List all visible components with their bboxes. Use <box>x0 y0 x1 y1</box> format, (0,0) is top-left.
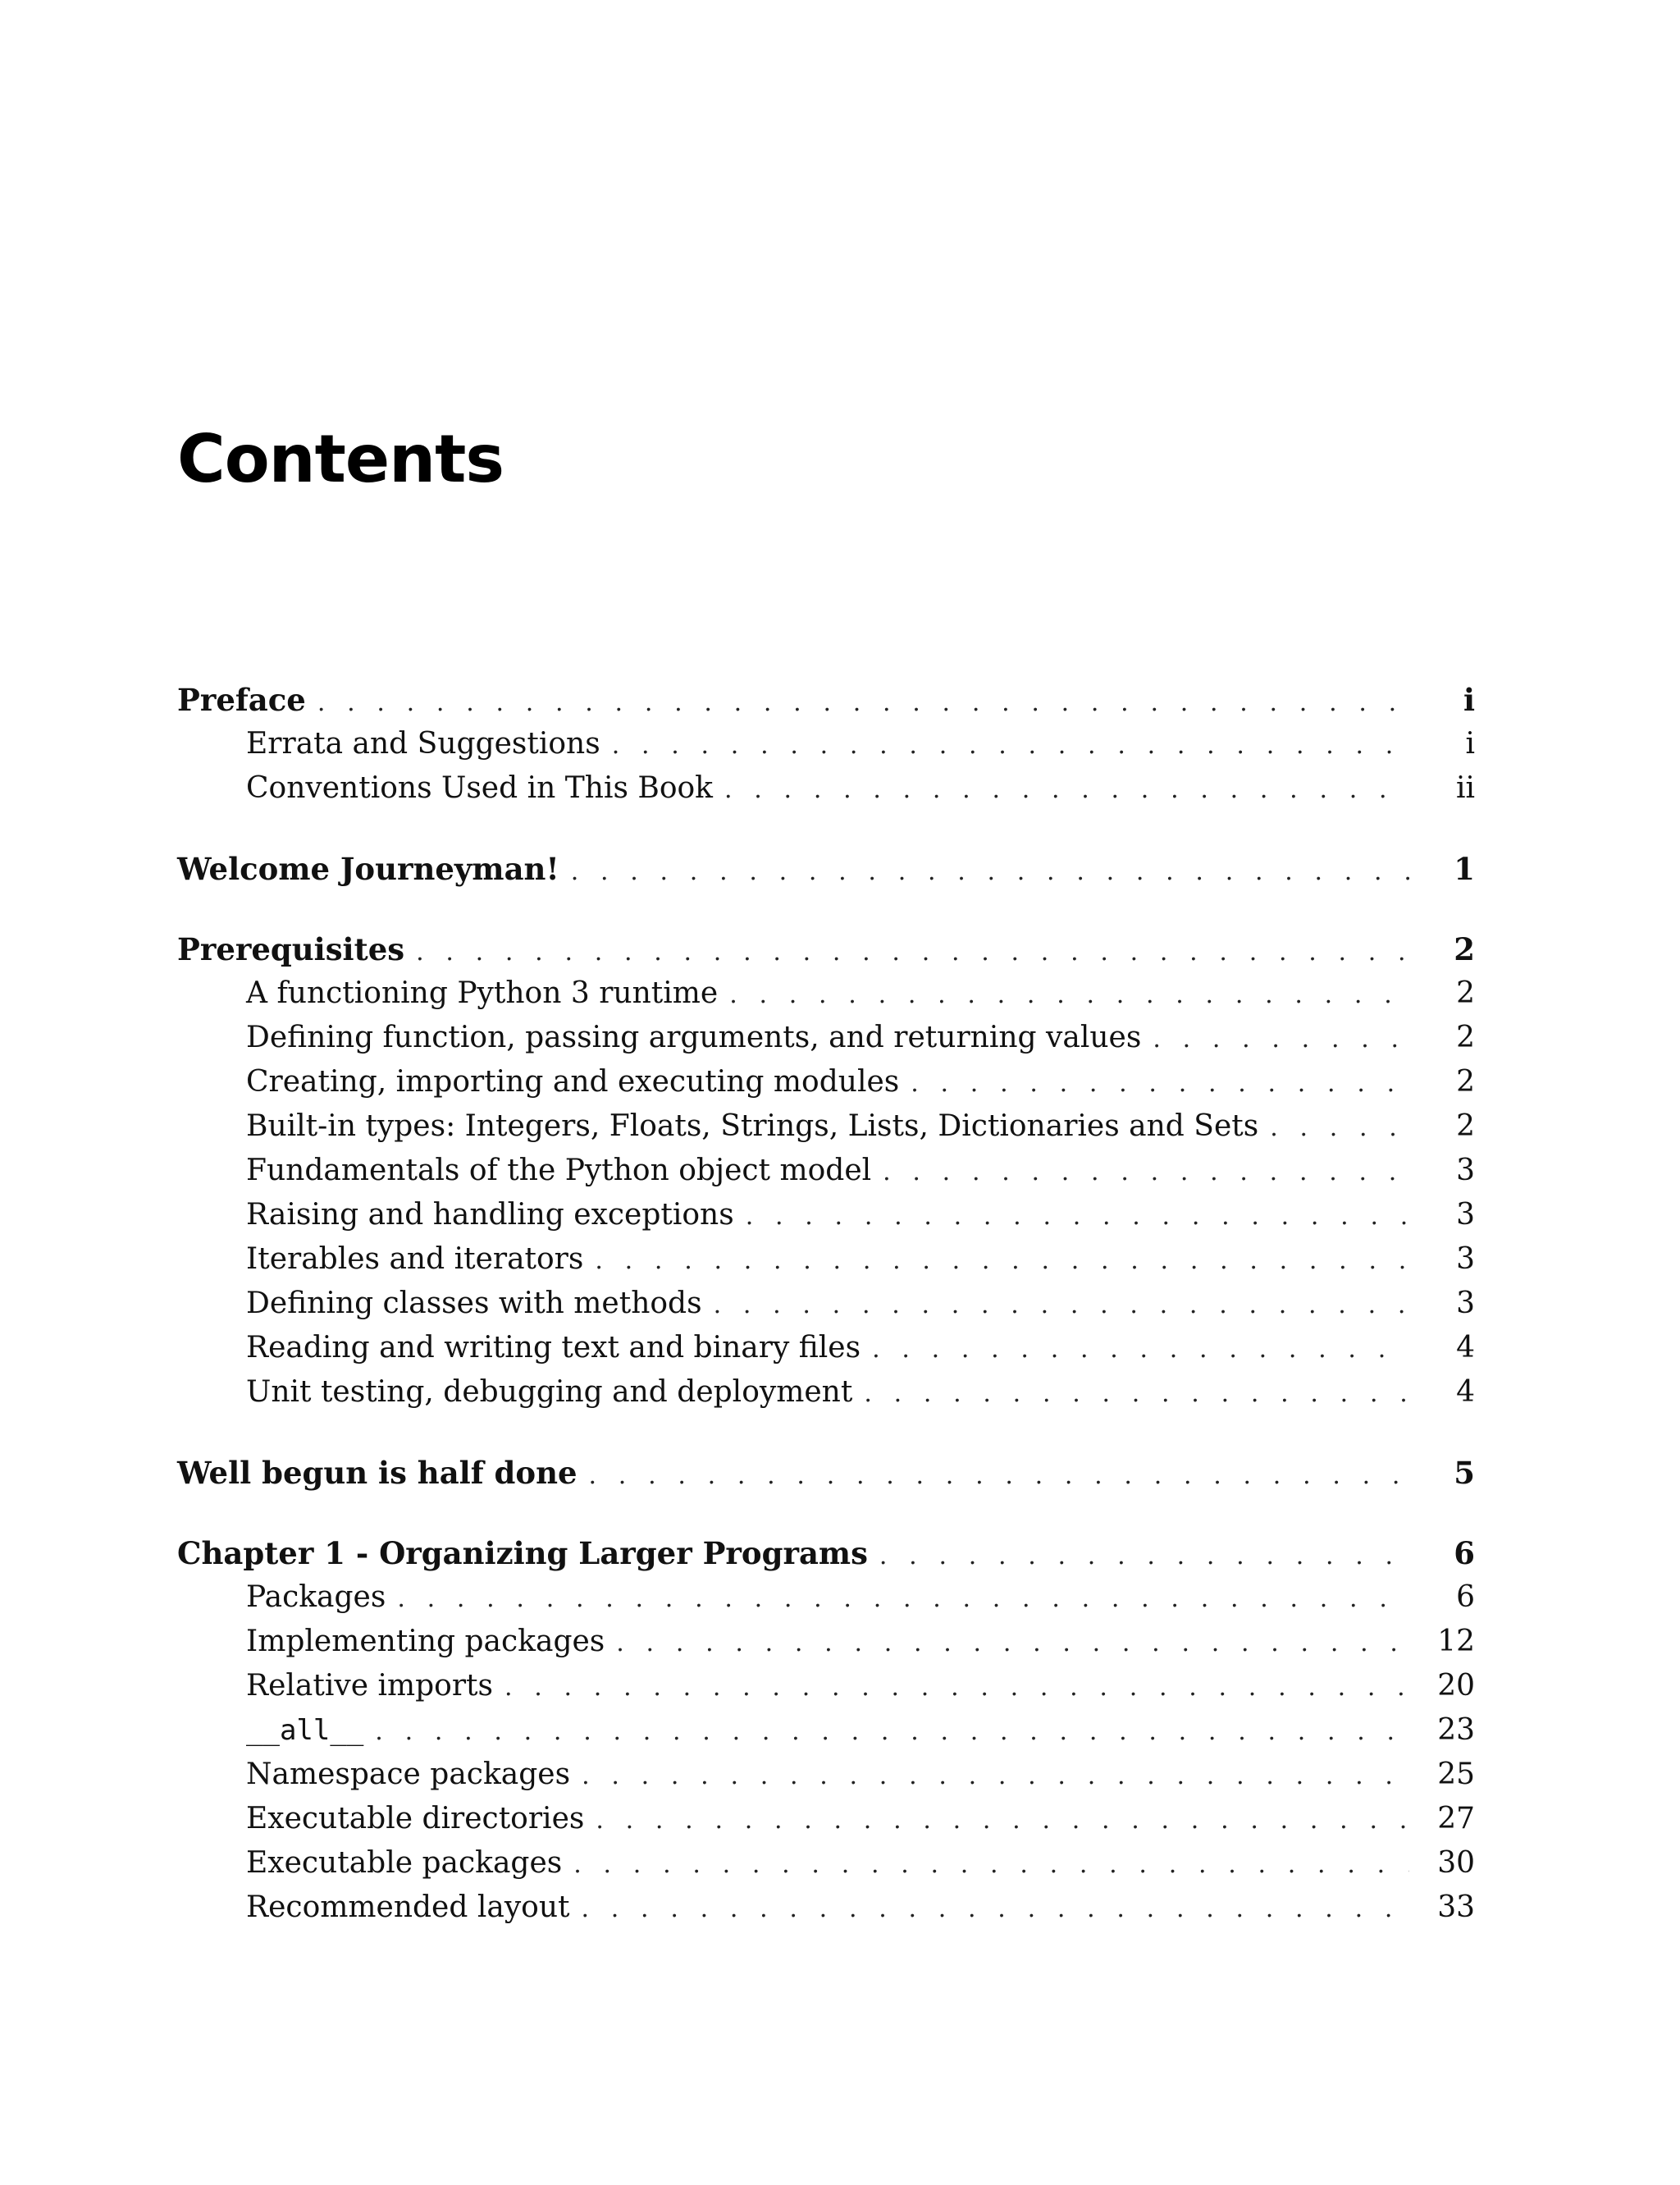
toc-entry-packages[interactable] <box>177 1575 1475 1620</box>
dot-leader <box>746 1195 1409 1239</box>
dot-leader <box>714 1283 1409 1328</box>
dot-leader <box>883 1150 1409 1195</box>
toc-section-prerequisites <box>177 927 1475 1415</box>
toc-section-well-begun <box>177 1451 1475 1495</box>
toc-entry-page: 4 <box>1456 1331 1475 1364</box>
toc-entry-title: Errata and Suggestions <box>246 727 600 761</box>
dot-leader <box>573 1843 1409 1887</box>
toc-entry-page: 2 <box>1456 1109 1475 1143</box>
toc-entry-page: 3 <box>1456 1154 1475 1187</box>
dot-leader <box>582 1754 1409 1799</box>
toc-entry-title: A functioning Python 3 runtime <box>246 976 719 1010</box>
toc-entry-title: Relative imports <box>246 1669 493 1703</box>
toc-entry-page: 33 <box>1437 1890 1475 1924</box>
dot-leader <box>872 1328 1409 1372</box>
toc-entry-page: 23 <box>1437 1713 1475 1747</box>
dot-leader <box>397 1577 1409 1621</box>
toc-entry-errata-and-suggestions[interactable] <box>177 722 1475 766</box>
toc-entry-classes[interactable] <box>177 1282 1475 1326</box>
toc-section-preface <box>177 678 1475 811</box>
dot-leader <box>616 1621 1409 1666</box>
toc-entry-built-in-types[interactable] <box>177 1104 1475 1149</box>
dot-leader <box>911 1062 1409 1106</box>
toc-entry-object-model[interactable] <box>177 1149 1475 1193</box>
toc-section-welcome <box>177 847 1475 891</box>
toc-entry-title: Prerequisites <box>177 931 405 967</box>
toc-entry-preface[interactable] <box>177 678 1475 722</box>
toc-entry-prerequisites[interactable] <box>177 927 1475 971</box>
toc-section-chapter-1 <box>177 1531 1475 1930</box>
toc-entry-title: Packages <box>246 1580 386 1614</box>
dot-leader <box>595 1239 1409 1283</box>
toc-entry-page: 30 <box>1437 1846 1475 1880</box>
dot-leader <box>864 1372 1409 1416</box>
toc-entry-unit-testing[interactable] <box>177 1370 1475 1415</box>
dot-leader <box>416 930 1409 975</box>
toc-entry-title: Well begun is half done <box>177 1455 578 1491</box>
toc-entry-page: 25 <box>1437 1758 1475 1791</box>
toc-entry-title: Built-in types: Integers, Floats, Strings, Lists, Dictionaries and Sets <box>246 1109 1259 1143</box>
toc-entry-title: Preface <box>177 682 306 718</box>
toc-entry-title: Fundamentals of the Python object model <box>246 1154 872 1187</box>
toc-entry-files[interactable] <box>177 1326 1475 1370</box>
dot-leader <box>571 850 1409 894</box>
toc-entry-executable-directories[interactable] <box>177 1797 1475 1841</box>
toc-entry-page: 5 <box>1454 1455 1475 1491</box>
toc-entry-title: Namespace packages <box>246 1758 571 1791</box>
toc-entry-exceptions[interactable] <box>177 1193 1475 1237</box>
toc-entry-title: __all__ <box>246 1714 364 1747</box>
toc-entry-title: Executable packages <box>246 1846 563 1880</box>
dot-leader <box>589 1454 1409 1498</box>
toc-entry-page: i <box>1463 682 1475 718</box>
toc-entry-page: 4 <box>1456 1375 1475 1409</box>
toc-entry-namespace-packages[interactable] <box>177 1753 1475 1797</box>
toc-entry-title: Welcome Journeyman! <box>177 851 559 887</box>
toc-entry-page: 2 <box>1456 976 1475 1010</box>
toc-entry-python-runtime[interactable] <box>177 971 1475 1016</box>
toc-entry-title: Defining classes with methods <box>246 1287 702 1320</box>
dot-leader <box>582 1887 1410 1931</box>
toc-entry-page: i <box>1465 727 1475 761</box>
table-of-contents <box>177 678 1475 1966</box>
toc-entry-defining-function[interactable] <box>177 1016 1475 1060</box>
dot-leader <box>612 724 1409 768</box>
toc-entry-recommended-layout[interactable] <box>177 1886 1475 1930</box>
toc-entry-page: 1 <box>1454 851 1475 887</box>
toc-entry-implementing-packages[interactable] <box>177 1620 1475 1664</box>
toc-entry-page: 2 <box>1456 1065 1475 1099</box>
toc-entry-page: ii <box>1455 771 1475 805</box>
page-title: Contents <box>177 421 504 497</box>
toc-entry-conventions[interactable] <box>177 766 1475 811</box>
toc-entry-title: Unit testing, debugging and deployment <box>246 1375 853 1409</box>
dot-leader <box>375 1710 1409 1754</box>
toc-entry-title: Executable directories <box>246 1802 585 1835</box>
toc-entry-title: Recommended layout <box>246 1890 570 1924</box>
toc-entry-title: Reading and writing text and binary files <box>246 1331 861 1364</box>
dot-leader <box>1270 1106 1409 1150</box>
toc-entry-page: 6 <box>1454 1535 1475 1571</box>
toc-entry-page: 6 <box>1456 1580 1475 1614</box>
toc-entry-page: 3 <box>1456 1198 1475 1232</box>
toc-entry-title: Chapter 1 - Organizing Larger Programs <box>177 1535 868 1571</box>
dot-leader <box>504 1666 1409 1710</box>
toc-entry-page: 2 <box>1456 1021 1475 1054</box>
toc-entry-page: 2 <box>1454 931 1475 967</box>
toc-entry-title: Iterables and iterators <box>246 1242 584 1276</box>
toc-entry-page: 12 <box>1437 1625 1475 1658</box>
toc-entry-well-begun[interactable] <box>177 1451 1475 1495</box>
toc-entry-title: Creating, importing and executing modules <box>246 1065 900 1099</box>
toc-entry-page: 3 <box>1456 1287 1475 1320</box>
toc-entry-title: Implementing packages <box>246 1625 605 1658</box>
toc-entry-page: 27 <box>1437 1802 1475 1835</box>
toc-entry-title: Conventions Used in This Book <box>246 771 713 805</box>
toc-entry-modules[interactable] <box>177 1060 1475 1104</box>
toc-entry-page: 3 <box>1456 1242 1475 1276</box>
toc-entry-page: 20 <box>1437 1669 1475 1703</box>
dot-leader <box>879 1534 1409 1579</box>
dot-leader <box>724 768 1409 812</box>
dot-leader <box>729 973 1409 1017</box>
toc-entry-dunder-all[interactable] <box>177 1708 1475 1753</box>
toc-entry-relative-imports[interactable] <box>177 1664 1475 1708</box>
toc-entry-iterables[interactable] <box>177 1237 1475 1282</box>
dot-leader <box>317 681 1409 725</box>
toc-entry-executable-packages[interactable] <box>177 1841 1475 1886</box>
dot-leader <box>1153 1017 1409 1062</box>
toc-entry-welcome-journeyman[interactable] <box>177 847 1475 891</box>
dot-leader <box>596 1799 1409 1843</box>
toc-entry-chapter-1[interactable] <box>177 1531 1475 1575</box>
toc-entry-title: Defining function, passing arguments, and returning values <box>246 1021 1142 1054</box>
toc-entry-title: Raising and handling exceptions <box>246 1198 734 1232</box>
